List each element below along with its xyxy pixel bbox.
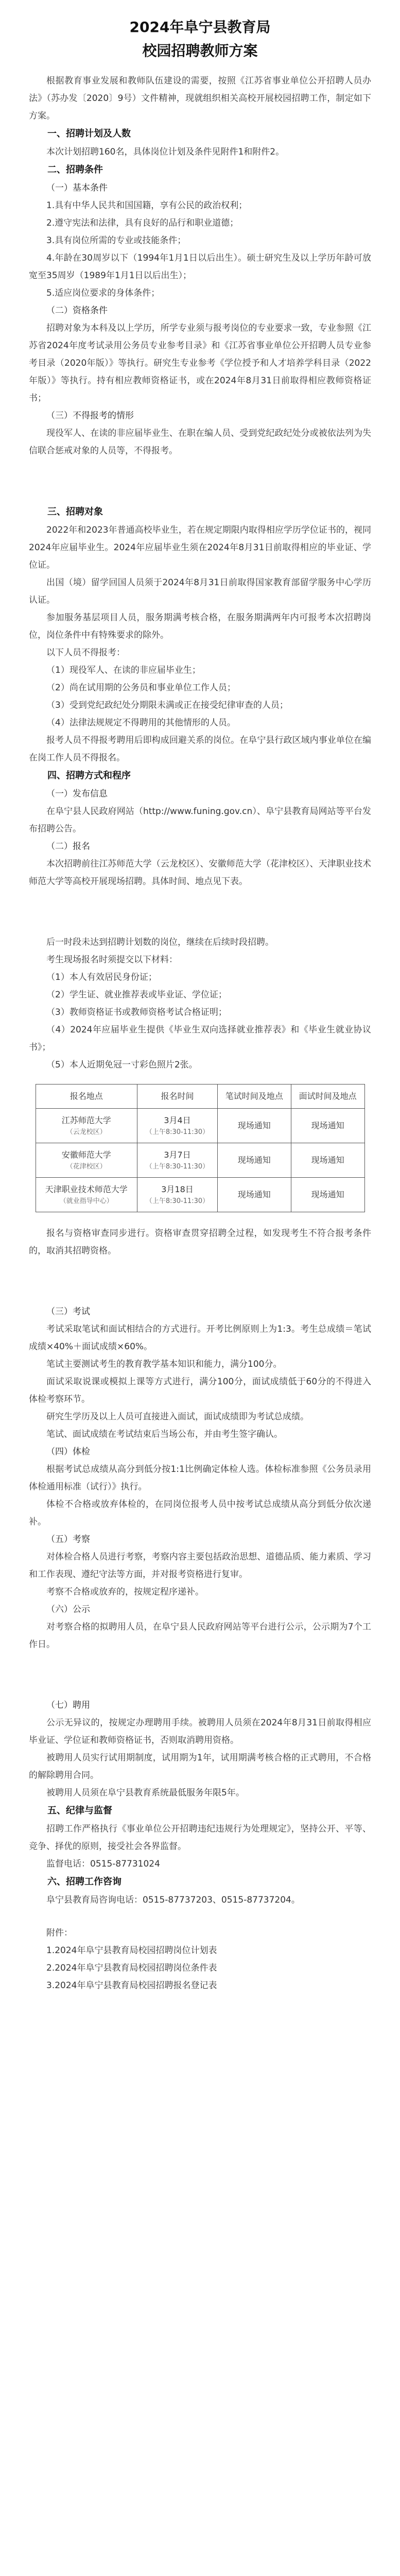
section-2-1-item: 3.具有岗位所需的专业或技能条件； [46, 235, 186, 246]
section-1-text: 本次计划招聘160名，具体岗位计划及条件见附件1和附件2。 [46, 147, 285, 157]
place-sub: （花津校区） [66, 1163, 107, 1171]
section-2-3-heading: （三）不得报考的情形 [46, 411, 134, 421]
section-4-4-text: 体检不合格或放弃体检的，在同岗位报考人员中按考试总成绩从高分到低分依次递补。 [29, 1499, 371, 1527]
section-4-2-text: 后一时段未达到招聘计划数的岗位，继续在后续时段招聘。 [46, 937, 274, 947]
section-4-3-text: 研究生学历及以上人员可直接进入面试，面试成绩即为考试总成绩。 [46, 1412, 309, 1422]
table-cell-written: 现场通知 [217, 1178, 291, 1212]
section-4-3-text: 笔试主要测试考生的教育教学基本知识和能力，满分100分。 [46, 1359, 282, 1369]
section-4-2-list-item: （2）学生证、就业推荐表或毕业证、学位证； [46, 990, 227, 1000]
time-sub: （上午8:30-11:30） [145, 1197, 210, 1205]
registration-schedule-table [36, 1084, 365, 1212]
section-3-text: 报考人员不得报考聘用后即构成回避关系的岗位。在阜宁县行政区域内事业单位在编在岗工作人员不得报名。 [29, 735, 371, 763]
table-cell-written: 现场通知 [217, 1143, 291, 1178]
table-cell-time [137, 1109, 218, 1143]
table-cell-place [36, 1109, 137, 1143]
section-4-2-text: 考生现场报名时须提交以下材料： [46, 955, 178, 965]
table-cell-written: 现场通知 [217, 1109, 291, 1143]
section-6-heading: 六、招聘工作咨询 [47, 1876, 121, 1887]
table-row [36, 1109, 364, 1143]
section-4-1-heading: （一）发布信息 [46, 789, 108, 799]
section-4-2-heading: （二）报名 [46, 841, 90, 852]
section-2-1-item: 2.遵守宪法和法律，具有良好的品行和职业道德； [46, 218, 239, 228]
section-4-2-text: 报名与资格审查同步进行。资格审查贯穿招聘全过程，如发现考生不符合报考条件的，取消其招聘资格。 [29, 1228, 371, 1256]
section-3-text: 参加服务基层项目人员，服务期满考核合格，在服务期满两年内可报考本次招聘岗位，岗位条件中有特殊要求的除外。 [29, 613, 371, 640]
section-3-text: 2022年和2023年普通高校毕业生，若在规定期限内取得相应学历学位证书的，视同2024年应届毕业生。2024年应届毕业生须在2024年8月31日前取得相应的毕业证、学位证。 [29, 525, 371, 570]
table-cell-interview: 现场通知 [291, 1178, 364, 1212]
section-4-5-text: 考察不合格或放弃的，按规定程序递补。 [46, 1587, 204, 1597]
section-3-list-item: （1）现役军人、在读的非应届毕业生； [46, 665, 201, 675]
place-name: 安徽师范大学 [61, 1150, 111, 1160]
section-3-list-item: （3）受到党纪政纪处分期限未满或正在接受纪律审查的人员； [46, 700, 288, 710]
section-4-6-heading: （六）公示 [46, 1604, 90, 1615]
table-header-row [36, 1084, 364, 1109]
section-5-heading: 五、纪律与监督 [47, 1805, 112, 1816]
section-2-2-heading: （二）资格条件 [46, 306, 108, 316]
doc-title-line1: 2024年阜宁县教育局 [129, 19, 271, 36]
section-4-1-text: 在阜宁县人民政府网站（http://www.funing.gov.cn）、阜宁县教育局网站等平台发布招聘公告。 [29, 806, 371, 834]
table-row [36, 1143, 364, 1178]
table-header-interview: 面试时间及地点 [291, 1084, 364, 1109]
section-4-3-text: 笔试、面试成绩在考试结束后当场公布，并由考生签字确认。 [46, 1429, 283, 1439]
table-header-written: 笔试时间及地点 [217, 1084, 291, 1109]
table-cell-interview: 现场通知 [291, 1143, 364, 1178]
attachment-item: 3.2024年阜宁县教育局校园招聘报名登记表 [46, 1980, 217, 1991]
table-cell-place [36, 1143, 137, 1178]
place-name: 江苏师范大学 [61, 1115, 111, 1125]
section-4-7-heading: （七）聘用 [46, 1700, 90, 1710]
section-3-heading: 三、招聘对象 [47, 506, 103, 517]
place-sub: （就业指导中心） [59, 1197, 113, 1205]
section-4-2-list-item: （3）教师资格证书或教师资格考试合格证明； [46, 1007, 227, 1018]
section-3-list-item: （4）法律法规规定不得聘用的其他情形的人员。 [46, 718, 236, 728]
place-sub: （云龙校区） [66, 1128, 107, 1136]
attachment-item: 1.2024年阜宁县教育局校园招聘岗位计划表 [46, 1945, 217, 1956]
section-2-1-item: 4.年龄在30周岁以下（1994年1月1日以后出生）。硕士研究生及以上学历年龄可放宽至35周岁（1989年1月1日以后出生）； [29, 253, 371, 281]
section-6-text: 阜宁县教育局咨询电话：0515-87737203、0515-87737204。 [46, 1895, 300, 1905]
table-header-time: 报名时间 [137, 1084, 218, 1109]
table-cell-interview: 现场通知 [291, 1109, 364, 1143]
section-2-1-item: 5.适应岗位要求的身体条件； [46, 288, 160, 298]
table-cell-time [137, 1178, 218, 1212]
time-date: 3月18日 [161, 1184, 194, 1194]
doc-title-line2: 校园招聘教师方案 [142, 42, 258, 59]
section-2-1-heading: （一）基本条件 [46, 183, 108, 193]
section-4-7-text: 被聘用人员实行试用期制度，试用期为1年，试用期满考核合格的正式聘用，不合格的解除聘用合同。 [29, 1753, 371, 1781]
section-4-3-text: 面试采取说课或模拟上课等方式进行，满分100分，面试成绩低于60分的不得进入体检考察环节。 [29, 1377, 371, 1404]
section-4-7-text: 公示无异议的，按规定办理聘用手续。被聘用人员须在2024年8月31日前取得相应毕业证、学位证和教师资格证书，否则取消聘用资格。 [29, 1718, 371, 1745]
section-2-3-text: 现役军人、在读的非应届毕业生、在职在编人员、受到党纪政纪处分或被依法列为失信联合惩戒对象的人员等，不得报考。 [29, 428, 371, 456]
section-5-text: 招聘工作严格执行《事业单位公开招聘违纪违规行为处理规定》，坚持公开、平等、竞争、择优的原则，接受社会各界监督。 [29, 1824, 371, 1852]
section-4-2-list-item: （1）本人有效居民身份证； [46, 972, 157, 982]
section-4-heading: 四、招聘方式和程序 [47, 770, 131, 781]
section-4-3-heading: （三）考试 [46, 1307, 90, 1317]
table-row [36, 1178, 364, 1212]
section-4-2-list-item: （4）2024年应届毕业生提供《毕业生双向选择就业推荐表》和《毕业生就业协议书》； [29, 1025, 371, 1053]
time-sub: （上午8:30-11:30） [145, 1128, 210, 1136]
section-4-5-heading: （五）考察 [46, 1534, 90, 1545]
intro-paragraph: 根据教育事业发展和教师队伍建设的需要，按照《江苏省事业单位公开招聘人员办法》（苏办发〔2020〕9号）文件精神，现就组织相关高校开展校园招聘工作，制定如下方案。 [29, 76, 371, 121]
attachment-title: 附件： [46, 1928, 73, 1938]
attachment-item: 2.2024年阜宁县教育局校园招聘岗位条件表 [46, 1963, 217, 1973]
time-date: 3月4日 [164, 1115, 191, 1125]
time-sub: （上午8:30-11:30） [145, 1163, 210, 1171]
table-cell-place [36, 1178, 137, 1212]
table-header-place: 报名地点 [36, 1084, 137, 1109]
section-4-7-text: 被聘用人员须在阜宁县教育系统最低服务年限5年。 [46, 1788, 245, 1798]
section-3-text: 以下人员不得报考： [46, 648, 125, 658]
section-2-heading: 二、招聘条件 [47, 164, 103, 175]
section-4-5-text: 对体检合格人员进行考察，考察内容主要包括政治思想、道德品质、能力素质、学习和工作表现、遵纪守法等方面，并对报考资格进行复审。 [29, 1552, 371, 1580]
section-4-2-list-item: （5）本人近期免冠一寸彩色照片2张。 [46, 1060, 198, 1070]
section-4-2-text: 本次招聘前往江苏师范大学（云龙校区）、安徽师范大学（花津校区）、天津职业技术师范大学等高校开展现场招聘。具体时间、地点见下表。 [29, 859, 371, 887]
section-4-3-text: 考试采取笔试和面试相结合的方式进行。开考比例原则上为1:3。考生总成绩＝笔试成绩×40%＋面试成绩×60%。 [29, 1324, 371, 1352]
section-3-list-item: （2）尚在试用期的公务员和事业单位工作人员； [46, 683, 236, 693]
section-4-4-heading: （四）体检 [46, 1447, 90, 1457]
section-5-phone: 监督电话：0515-87731024 [46, 1859, 160, 1869]
section-4-4-text: 根据考试总成绩从高分到低分按1:1比例确定体检人选。体检标准参照《公务员录用体检通用标准（试行）》执行。 [29, 1464, 371, 1492]
place-name: 天津职业技术师范大学 [45, 1184, 128, 1194]
section-2-2-text: 招聘对象为本科及以上学历，所学专业须与报考岗位的专业要求一致，专业参照《江苏省2024年度考试录用公务员专业参考目录》和《江苏省事业单位公开招聘人员专业参考目录（2020年版）》等执行。研究生专业参考《学位授予和人才培养学科目录（2022年版）》等执行。持有相应教师资格证书，或在2024年8月31日前取得相应教师资格证书； [29, 323, 371, 403]
section-1-heading: 一、招聘计划及人数 [47, 128, 131, 139]
section-2-1-item: 1.具有中华人民共和国国籍，享有公民的政治权利； [46, 200, 248, 211]
section-4-6-text: 对考察合格的拟聘用人员，在阜宁县人民政府网站等平台进行公示，公示期为7个工作日。 [29, 1622, 371, 1650]
table-cell-time [137, 1143, 218, 1178]
time-date: 3月7日 [164, 1150, 191, 1160]
section-3-text: 出国（境）留学回国人员须于2024年8月31日前取得国家教育部留学服务中心学历认证。 [29, 578, 371, 605]
